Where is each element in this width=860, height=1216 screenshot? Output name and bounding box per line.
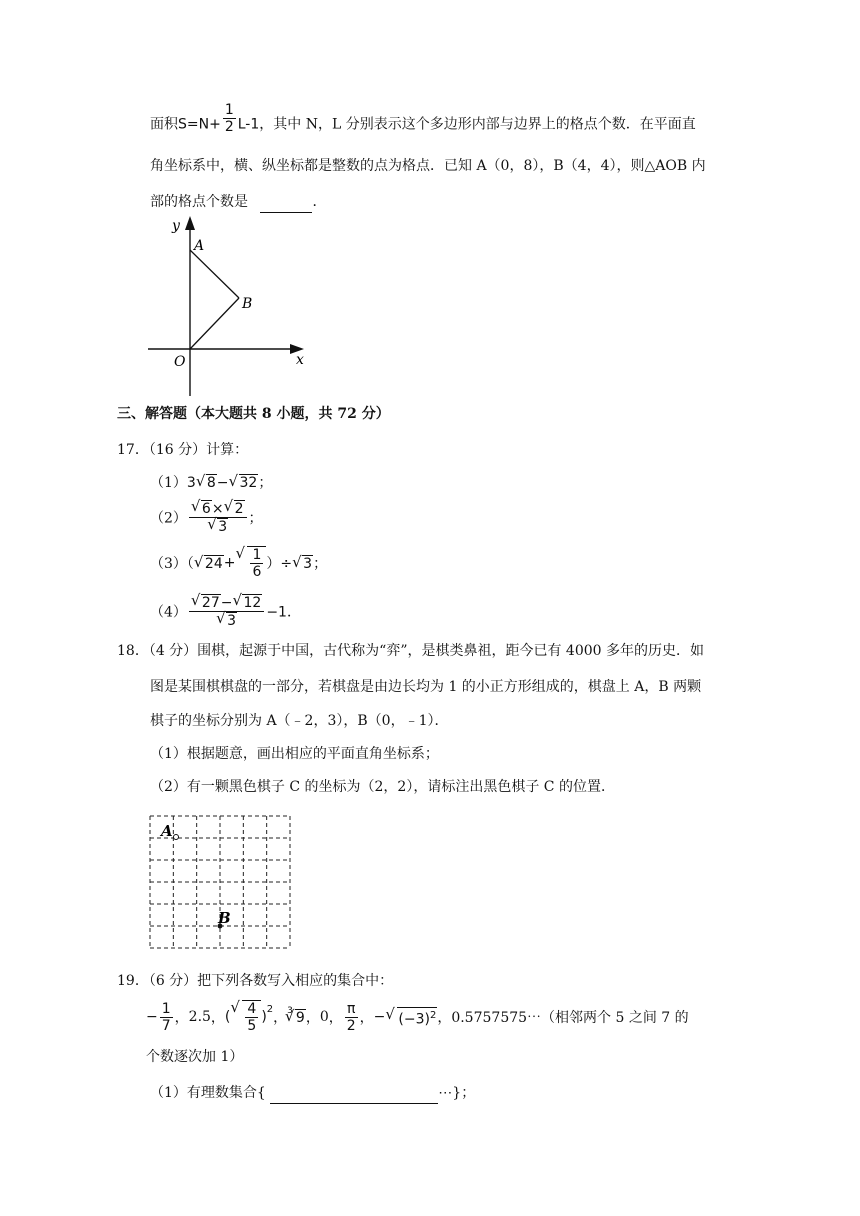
stone-a [174,835,179,840]
stone-b-label: B [218,909,231,927]
q19-sub1: （1）有理数集合{ ⋯}； [150,1083,475,1104]
q16-answer-blank[interactable] [260,192,312,213]
y-axis-arrow [185,216,195,230]
q17-head: 17．（16 分）计算： [117,442,249,458]
segment-ab [190,250,239,298]
q17-part3: （3）（√ 24+ √ $\frac{1}{6}$ ）÷√ 3； [150,546,327,580]
pick-formula-tail: L-1 [237,116,260,133]
q16-line1 [150,102,696,135]
q16-line3-end: ． [312,194,327,210]
rational-set-blank[interactable] [270,1083,438,1104]
y-label: y [172,218,180,234]
q19-numbers: − $\frac{1}{7}$ ，2.5，( √ $\frac{4}{5}$ )$^2$，$^3$√ 9，0， $\frac{\pi}{2}$ ，−√ $(-3)^2$，0.5757575⋯（相邻两个 5 之间 7 的 [146,1000,689,1034]
pick-formula-s: S=N+ [178,116,221,133]
segment-ob [190,298,239,349]
q18-sub2: （2）有一颗黑色棋子 C 的坐标为（2，2），请标注出黑色棋子 C 的位置． [150,779,615,795]
q16-line2: 角坐标系中，横、纵坐标都是整数的点为格点．已知 A（0，8），B（4，4），则△AOB 内 [150,158,706,174]
q16-line3-text: 部的格点个数是 [150,194,248,210]
q16-line3 [150,192,326,213]
q17-part4: （4） √ 27−√ 12 √ 3 −1． [150,594,301,629]
x-label: x [296,352,304,368]
point-a-label: A [194,238,205,254]
q16-coordinate-figure [140,214,320,400]
q18-line3: 棋子的坐标分别为 A（﹣2，3），B（0，﹣1）． [150,713,449,729]
q18-line1: 18．（4 分）围棋，起源于中国，古代称为“弈”，是棋类鼻祖，距今已有 4000 多年的历史．如 [117,643,705,659]
stone-a-label: A [161,822,173,840]
q17-part1: （1）3√ 8−√ 32； [150,473,272,493]
point-b-label: B [242,296,253,312]
q17-part2: （2） √ 6×√ 2 √ 3 ； [150,500,263,535]
go-board-grid [146,812,294,952]
origin-label: O [174,354,186,370]
q19-line2: 个数逐次加 1） [146,1049,244,1065]
q18-sub1: （1）根据题意，画出相应的平面直角坐标系； [150,746,439,762]
q16-line1-post: ，其中 N，L 分别表示这个多边形内部与边界上的格点个数．在平面直 [259,116,696,133]
q18-line2: 图是某围棋棋盘的一部分，若棋盘是由边长均为 1 的小正方形组成的，棋盘上 A，B 两颗 [150,679,702,695]
pick-formula-frac: $\frac{1}{2}$ [224,102,234,135]
section-three-title: 三、解答题（本大题共 8 小题，共 72 分） [117,406,390,422]
q19-head: 19．（6 分）把下列各数写入相应的集合中： [117,973,394,989]
q16-line1-pre: 面积 [150,116,178,133]
